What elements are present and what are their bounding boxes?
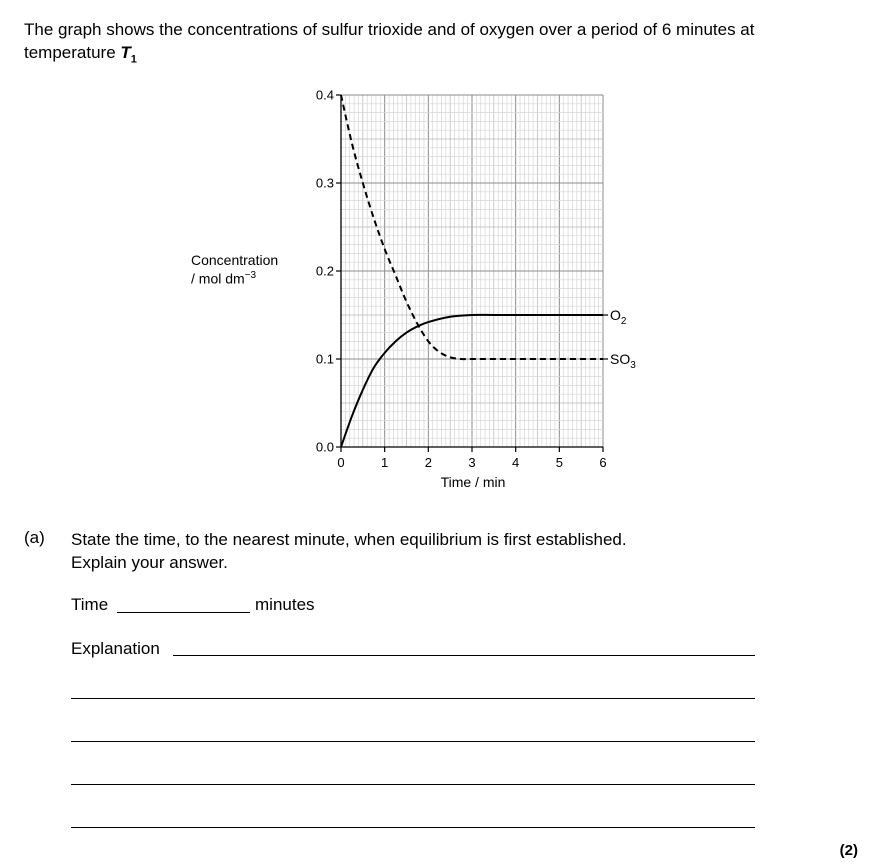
concentration-chart <box>290 80 660 500</box>
y-axis-title <box>191 252 278 287</box>
x-tick-label: 6 <box>599 455 607 470</box>
y-tick-label: 0.0 <box>315 439 334 455</box>
explanation-answer-line-3[interactable] <box>71 741 755 742</box>
time-label: Time <box>71 595 109 614</box>
intro-sentence: The graph shows the concentrations of sulfur trioxide and of oxygen over a period of 6 minutes at temperature <box>24 20 755 62</box>
x-tick-label: 2 <box>424 455 432 470</box>
x-tick-label: 0 <box>337 455 345 470</box>
explanation-answer-line-4[interactable] <box>71 784 755 785</box>
series-label-o2: $O_2$ <box>610 307 627 327</box>
time-unit-label: minutes <box>255 595 315 614</box>
question-number: (a) <box>24 528 45 547</box>
explanation-answer-line-2[interactable] <box>71 698 755 699</box>
question-line-2: Explain your answer. <box>71 553 228 572</box>
question-text <box>71 528 771 574</box>
x-tick-label: 5 <box>555 455 563 470</box>
intro-text <box>24 18 844 71</box>
x-tick-label: 3 <box>468 455 476 470</box>
y-tick-label: 0.1 <box>315 351 334 367</box>
y-tick-label: 0.4 <box>315 87 334 103</box>
temperature-symbol: $T_1$ <box>120 43 137 66</box>
explanation-answer-line-1[interactable] <box>173 655 755 656</box>
time-answer-line[interactable] <box>117 612 250 613</box>
x-tick-label: 4 <box>512 455 520 470</box>
marks-indicator: (2) <box>839 842 858 859</box>
explanation-answer-line-5[interactable] <box>71 827 755 828</box>
y-axis-title-line2: / mol $dm^{-3}$ <box>191 270 257 287</box>
x-tick-label: 1 <box>381 455 389 470</box>
explanation-label: Explanation <box>71 639 160 658</box>
x-axis-title: Time / min <box>440 474 506 490</box>
y-tick-label: 0.3 <box>315 175 334 191</box>
y-axis-title-line1: Concentration <box>191 252 279 268</box>
series-label-so3: $SO_3$ <box>610 351 636 371</box>
question-line-1: State the time, to the nearest minute, when equilibrium is first established. <box>71 530 627 549</box>
y-tick-label: 0.2 <box>315 263 334 279</box>
